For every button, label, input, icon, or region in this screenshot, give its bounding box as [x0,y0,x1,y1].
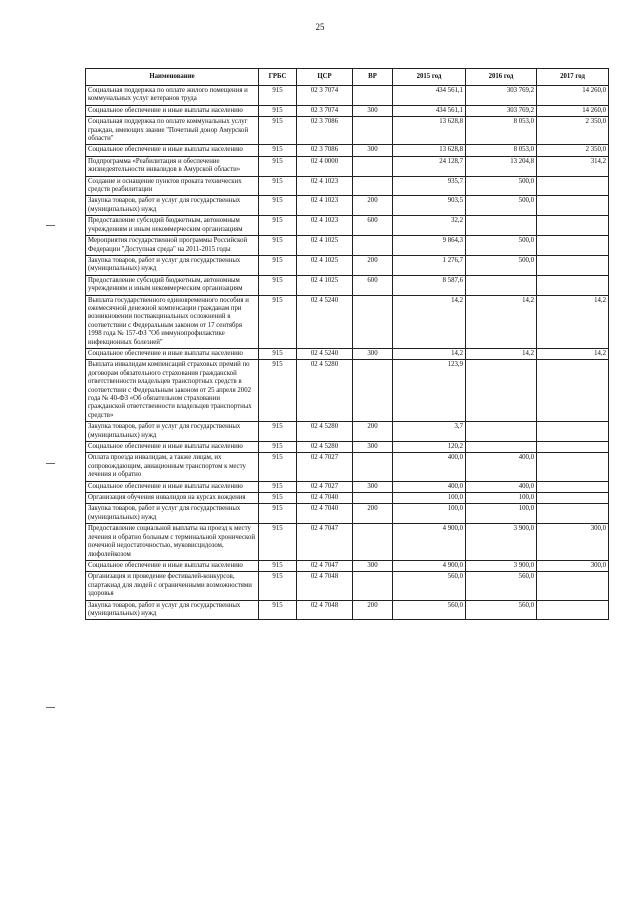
row-2016-cell: 8 053,0 [466,117,537,145]
row-csr-cell: 02 3 7086 [297,117,353,145]
row-2015-cell: 24 128,7 [393,156,466,176]
row-grbs-cell: 915 [259,275,297,295]
row-grbs-cell: 915 [259,422,297,442]
row-grbs-cell: 915 [259,196,297,216]
row-name-cell: Предоставление социальной выплаты на проезд к месту лечения и обратно больным с терминальной хронической почечной недостаточностью, муковисцидозом, люфолейкозом [86,524,259,561]
row-2015-cell: 13 628,8 [393,145,466,156]
table-row [86,216,609,236]
row-2016-cell: 8 053,0 [466,145,537,156]
table-row [86,196,609,216]
table-row [86,442,609,453]
row-grbs-cell: 915 [259,442,297,453]
page-number: 25 [315,22,325,32]
row-csr-cell: 02 3 7074 [297,105,353,116]
table-row [86,156,609,176]
binding-mark [46,463,55,464]
row-2016-cell: 14,2 [466,295,537,348]
row-csr-cell: 02 4 5240 [297,295,353,348]
row-name-cell: Социальная поддержка по оплате коммунальных услуг граждан, имеющих звание "Почетный донор Амурской области" [86,117,259,145]
table-row [86,360,609,422]
row-2016-cell: 13 204,8 [466,156,537,176]
row-vr-cell: 300 [353,145,393,156]
row-name-cell: Закупка товаров, работ и услуг для государственных (муниципальных) нужд [86,255,259,275]
row-name-cell: Предоставление субсидий бюджетным, автономным учреждениям и иным некоммерческим организациям [86,275,259,295]
row-2015-cell: 123,9 [393,360,466,422]
row-2016-cell: 3 900,0 [466,560,537,571]
header-csr: ЦСР [297,69,353,86]
header-2017: 2017 год [537,69,609,86]
table-row [86,236,609,256]
row-2017-cell [537,600,609,620]
row-csr-cell: 02 4 7047 [297,560,353,571]
row-2016-cell: 560,0 [466,600,537,620]
table-row [86,145,609,156]
row-2016-cell: 100,0 [466,504,537,524]
row-csr-cell: 02 4 7027 [297,481,353,492]
row-2016-cell: 3 900,0 [466,524,537,561]
row-2017-cell: 300,0 [537,524,609,561]
header-2015: 2015 год [393,69,466,86]
row-2015-cell: 14,2 [393,295,466,348]
row-csr-cell: 02 4 1025 [297,275,353,295]
row-2015-cell: 8 587,6 [393,275,466,295]
table-row [86,600,609,620]
row-2016-cell: 14,2 [466,348,537,359]
row-name-cell: Мероприятия государственной программы Российской Федерации "Доступная среда" на 2011-2015 годы [86,236,259,256]
row-csr-cell: 02 4 5280 [297,422,353,442]
row-name-cell: Социальное обеспечение и иные выплаты населению [86,481,259,492]
row-grbs-cell: 915 [259,117,297,145]
row-2017-cell [537,422,609,442]
header-2016: 2016 год [466,69,537,86]
row-2016-cell: 500,0 [466,236,537,256]
header-grbs: ГРБС [259,69,297,86]
table-row [86,176,609,196]
row-csr-cell: 02 4 7040 [297,504,353,524]
row-grbs-cell: 915 [259,176,297,196]
row-grbs-cell: 915 [259,156,297,176]
row-csr-cell: 02 4 1023 [297,196,353,216]
row-2016-cell [466,442,537,453]
row-2016-cell: 500,0 [466,196,537,216]
row-name-cell: Закупка товаров, работ и услуг для государственных (муниципальных) нужд [86,504,259,524]
row-2016-cell [466,422,537,442]
row-vr-cell [353,156,393,176]
table-header-row [86,69,609,86]
row-vr-cell: 200 [353,255,393,275]
row-grbs-cell: 915 [259,493,297,504]
row-2015-cell: 120,2 [393,442,466,453]
row-2017-cell [537,442,609,453]
row-2016-cell [466,216,537,236]
row-name-cell: Социальное обеспечение и иные выплаты населению [86,348,259,359]
row-2015-cell: 100,0 [393,504,466,524]
header-name: Наименование [86,69,259,86]
table-row [86,524,609,561]
row-grbs-cell: 915 [259,86,297,106]
row-2015-cell: 13 628,8 [393,117,466,145]
row-2015-cell: 434 561,1 [393,105,466,116]
row-grbs-cell: 915 [259,504,297,524]
row-2015-cell: 32,2 [393,216,466,236]
row-name-cell: Выплата государственного единовременного пособия и ежемесячной денежной компенсации гражданам при возникновении поствакцинальных осложнений в соответствии с Федеральным законом от 17 сентября 1998 года № 157-ФЗ "Об иммунопрофилактике инфекционных болезней" [86,295,259,348]
row-2017-cell: 300,0 [537,560,609,571]
row-name-cell: Закупка товаров, работ и услуг для государственных (муниципальных) нужд [86,422,259,442]
row-name-cell: Социальное обеспечение и иные выплаты населению [86,560,259,571]
table-row [86,504,609,524]
row-grbs-cell: 915 [259,453,297,481]
row-2016-cell [466,360,537,422]
table-row [86,117,609,145]
row-vr-cell [353,236,393,256]
row-2017-cell [537,572,609,600]
row-name-cell: Организация и проведение фестивалей-конкурсов, спартакиад для людей с ограниченными возможностями здоровья [86,572,259,600]
row-2015-cell: 400,0 [393,453,466,481]
row-csr-cell: 02 4 7048 [297,572,353,600]
row-vr-cell [353,176,393,196]
row-2015-cell: 9 864,3 [393,236,466,256]
row-vr-cell [353,295,393,348]
row-2017-cell: 2 350,0 [537,145,609,156]
budget-table [85,68,609,620]
table-row [86,560,609,571]
row-vr-cell: 300 [353,348,393,359]
row-2017-cell: 14 260,0 [537,86,609,106]
row-vr-cell [353,117,393,145]
row-grbs-cell: 915 [259,600,297,620]
row-csr-cell: 02 4 7040 [297,493,353,504]
row-2017-cell [537,216,609,236]
row-2015-cell: 935,7 [393,176,466,196]
row-csr-cell: 02 4 5280 [297,442,353,453]
row-vr-cell: 200 [353,422,393,442]
row-2017-cell [537,360,609,422]
row-name-cell: Создание и оснащение пунктов проката технических средств реабилитации [86,176,259,196]
row-vr-cell [353,493,393,504]
row-vr-cell [353,360,393,422]
row-vr-cell [353,86,393,106]
row-2015-cell: 560,0 [393,600,466,620]
header-vr: ВР [353,69,393,86]
row-vr-cell: 300 [353,442,393,453]
row-grbs-cell: 915 [259,560,297,571]
row-grbs-cell: 915 [259,481,297,492]
row-name-cell: Закупка товаров, работ и услуг для государственных (муниципальных) нужд [86,196,259,216]
row-2015-cell: 903,5 [393,196,466,216]
row-2016-cell: 303 769,2 [466,86,537,106]
row-csr-cell: 02 4 7047 [297,524,353,561]
row-name-cell: Выплата инвалидам компенсаций страховых премий по договорам обязательного страхования гражданской ответственности владельцев транспортных средств в соответствии с Федеральным законом от 25 апреля 2002 года № 40-ФЗ «Об обязательном страховании гражданской ответственности владельцев транспортных средств» [86,360,259,422]
row-2015-cell: 560,0 [393,572,466,600]
table-row [86,493,609,504]
row-csr-cell: 02 4 7027 [297,453,353,481]
row-grbs-cell: 915 [259,360,297,422]
table-row [86,255,609,275]
row-vr-cell: 300 [353,560,393,571]
row-vr-cell: 300 [353,105,393,116]
row-grbs-cell: 915 [259,572,297,600]
row-2015-cell: 434 561,1 [393,86,466,106]
row-2017-cell: 14 260,0 [537,105,609,116]
row-grbs-cell: 915 [259,348,297,359]
row-2016-cell: 400,0 [466,453,537,481]
row-2015-cell: 400,0 [393,481,466,492]
row-name-cell: Социальное обеспечение и иные выплаты населению [86,145,259,156]
row-2017-cell [537,275,609,295]
table-row [86,295,609,348]
row-name-cell: Социальное обеспечение и иные выплаты населению [86,442,259,453]
row-2017-cell [537,481,609,492]
row-2017-cell [537,255,609,275]
row-2016-cell: 303 769,2 [466,105,537,116]
row-csr-cell: 02 4 1023 [297,216,353,236]
row-csr-cell: 02 4 1025 [297,255,353,275]
row-grbs-cell: 915 [259,255,297,275]
row-name-cell: Оплата проезда инвалидам, а также лицам, их сопровождающим, авиационным транспортом к месту лечения и обратно [86,453,259,481]
row-vr-cell [353,572,393,600]
binding-mark [46,225,55,226]
row-2017-cell [537,196,609,216]
row-vr-cell: 200 [353,600,393,620]
row-2017-cell [537,176,609,196]
row-csr-cell: 02 3 7086 [297,145,353,156]
row-2015-cell: 4 900,0 [393,560,466,571]
row-csr-cell: 02 4 5280 [297,360,353,422]
row-csr-cell: 02 4 1023 [297,176,353,196]
row-csr-cell: 02 4 5240 [297,348,353,359]
row-csr-cell: 02 4 1025 [297,236,353,256]
row-csr-cell: 02 4 7048 [297,600,353,620]
row-grbs-cell: 915 [259,145,297,156]
row-2017-cell [537,504,609,524]
row-csr-cell: 02 3 7074 [297,86,353,106]
row-name-cell: Закупка товаров, работ и услуг для государственных (муниципальных) нужд [86,600,259,620]
row-grbs-cell: 915 [259,524,297,561]
table-row [86,453,609,481]
row-name-cell: Подпрограмма «Реабилитация и обеспечение жизнедеятельности инвалидов в Амурской области» [86,156,259,176]
row-csr-cell: 02 4 0000 [297,156,353,176]
table-row [86,481,609,492]
row-vr-cell [353,524,393,561]
row-2016-cell: 100,0 [466,493,537,504]
row-grbs-cell: 915 [259,295,297,348]
row-2017-cell: 14,2 [537,348,609,359]
table-row [86,86,609,106]
row-2017-cell: 314,2 [537,156,609,176]
row-name-cell: Организация обучения инвалидов на курсах вождения [86,493,259,504]
row-2015-cell: 14,2 [393,348,466,359]
table-row [86,572,609,600]
row-vr-cell: 600 [353,216,393,236]
row-2017-cell [537,453,609,481]
row-name-cell: Предоставление субсидий бюджетным, автономным учреждениям и иным некоммерческим организациям [86,216,259,236]
row-2016-cell: 500,0 [466,176,537,196]
row-2017-cell: 2 350,0 [537,117,609,145]
row-2016-cell: 500,0 [466,255,537,275]
row-2017-cell [537,493,609,504]
row-grbs-cell: 915 [259,105,297,116]
row-2016-cell: 560,0 [466,572,537,600]
row-name-cell: Социальное обеспечение и иные выплаты населению [86,105,259,116]
row-vr-cell: 200 [353,196,393,216]
table-row [86,348,609,359]
row-2017-cell: 14,2 [537,295,609,348]
binding-mark [46,707,55,708]
row-grbs-cell: 915 [259,216,297,236]
row-grbs-cell: 915 [259,236,297,256]
row-2016-cell [466,275,537,295]
row-2016-cell: 400,0 [466,481,537,492]
row-2015-cell: 100,0 [393,493,466,504]
row-vr-cell: 200 [353,504,393,524]
row-2015-cell: 1 276,7 [393,255,466,275]
table-row [86,105,609,116]
row-2015-cell: 3,7 [393,422,466,442]
table-body [86,86,609,620]
row-2017-cell [537,236,609,256]
row-vr-cell: 600 [353,275,393,295]
row-name-cell: Социальная поддержка по оплате жилого помещения и коммунальных услуг ветеранов труда [86,86,259,106]
row-vr-cell [353,453,393,481]
row-vr-cell: 300 [353,481,393,492]
row-2015-cell: 4 900,0 [393,524,466,561]
table-row [86,422,609,442]
table-row [86,275,609,295]
